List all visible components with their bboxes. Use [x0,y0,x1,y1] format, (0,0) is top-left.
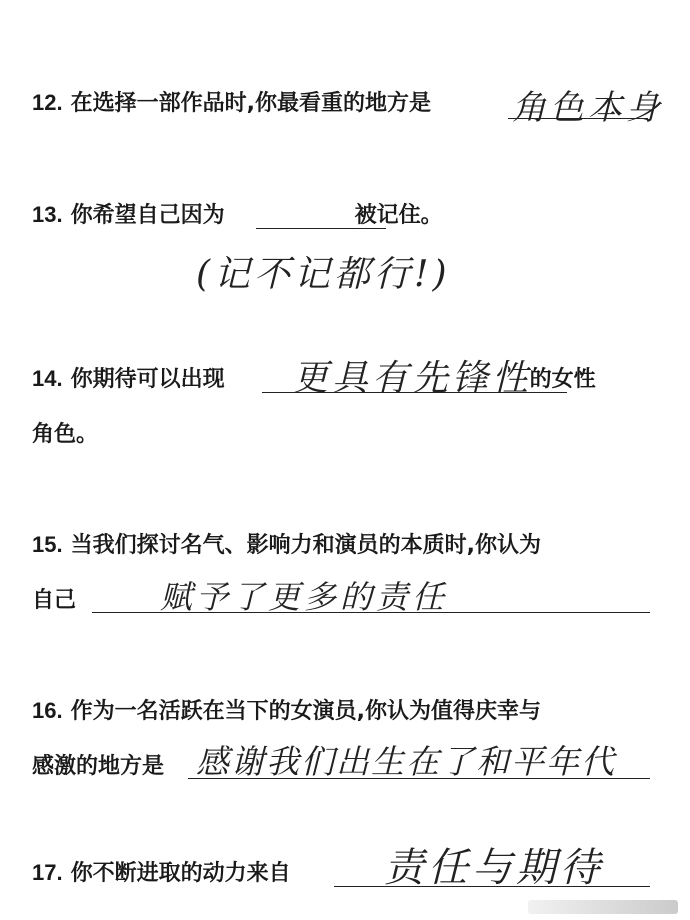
question-number: 14. [32,366,63,391]
question-17 [32,858,291,889]
watermark [528,900,678,914]
question-16-line2: 感激的地方是 [32,754,165,779]
question-text-after: 的女性 [529,367,596,392]
answer-line-13 [256,228,386,229]
question-text-before: 你希望自己因为 [70,203,225,228]
question-number: 16. [32,698,63,723]
question-text: 在选择一部作品时,你最看重的地方是 [70,91,431,116]
question-text-before: 你期待可以出现 [70,367,225,392]
question-13 [32,200,443,231]
question-15 [32,530,541,561]
question-number: 17. [32,860,63,885]
handwritten-answer-13: (记不记都行!) [196,254,451,295]
handwritten-answer-15: 赋予了更多的责任 [160,578,449,616]
question-number: 12. [32,90,63,115]
question-number: 13. [32,202,63,227]
question-16 [32,696,541,727]
handwritten-answer-14: 更具有先锋性 [292,358,533,399]
question-text: 作为一名活跃在当下的女演员,你认为值得庆幸与 [70,699,541,724]
question-text: 当我们探讨名气、影响力和演员的本质时,你认为 [70,533,541,558]
question-14-line2: 角色。 [32,422,99,447]
question-text: 你不断进取的动力来自 [70,861,291,886]
question-15-line2: 自己 [32,588,77,613]
handwritten-answer-12: 角色本身 [512,88,664,128]
handwritten-answer-16: 感谢我们出生在了和平年代 [196,742,616,781]
question-text-after: 被记住。 [354,203,443,228]
question-number: 15. [32,532,63,557]
question-12 [32,88,431,119]
handwritten-answer-17: 责任与期待 [384,845,604,891]
